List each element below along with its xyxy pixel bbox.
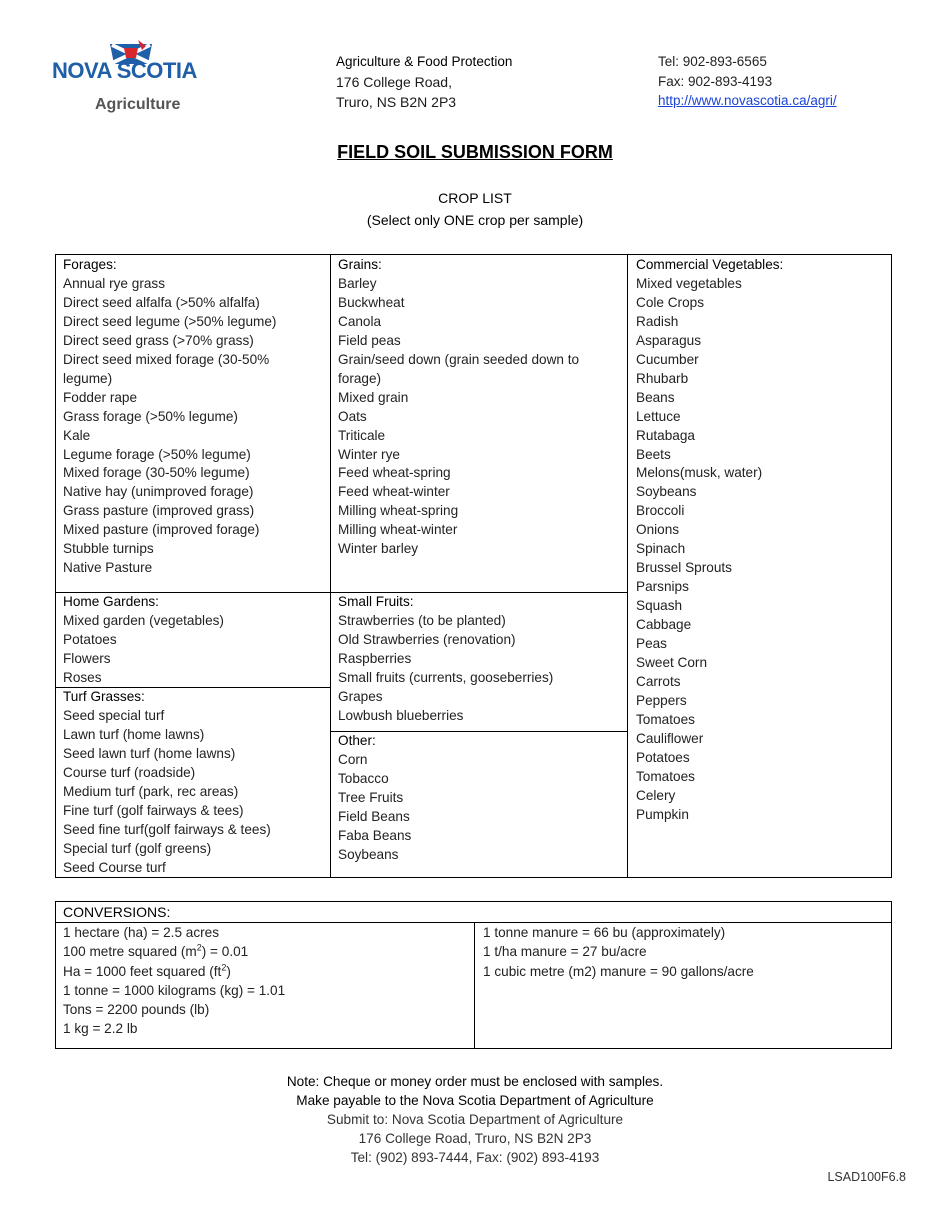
crop-item: Cauliflower <box>636 730 704 746</box>
crop-item: Onions <box>636 522 680 538</box>
crop-item: Field Beans <box>338 808 410 824</box>
grains-section <box>338 256 579 559</box>
crop-item: Tree Fruits <box>338 789 404 805</box>
crop-item: Mixed forage (30-50% legume) <box>63 465 250 481</box>
conversion-metre-squared-value: ) = 0.01 <box>201 944 249 960</box>
website-link[interactable]: http://www.novascotia.ca/agri/ <box>658 93 837 108</box>
crop-item: Seed Course turf <box>63 859 166 875</box>
form-title: FIELD SOIL SUBMISSION FORM <box>337 142 613 162</box>
crop-item: Pumpkin <box>636 806 689 822</box>
department-name: Agriculture & Food Protection <box>336 54 513 69</box>
crop-item: Course turf (roadside) <box>63 764 196 780</box>
crop-item: Grass pasture (improved grass) <box>63 503 255 519</box>
crop-item: Melons(musk, water) <box>636 465 763 481</box>
crop-item: Kale <box>63 427 91 443</box>
crop-item: Native Pasture <box>63 560 153 576</box>
conversions-divider <box>474 922 475 1049</box>
crop-item: Potatoes <box>63 631 117 647</box>
turf-grasses-list <box>63 707 271 878</box>
crop-item: Beans <box>636 389 675 405</box>
crop-item: Roses <box>63 669 102 685</box>
crop-item: Direct seed grass (>70% grass) <box>63 332 254 348</box>
submission-notes <box>0 1072 950 1167</box>
conversion-manure-t-ha: 1 t/ha manure = 27 bu/acre <box>483 944 647 960</box>
crop-item: Peppers <box>636 692 687 708</box>
crop-item: Beets <box>636 446 671 462</box>
crop-item: Asparagus <box>636 332 701 348</box>
crop-item: Tomatoes <box>636 768 695 784</box>
crop-item: Cucumber <box>636 351 699 367</box>
crop-item: Mixed vegetables <box>636 275 742 291</box>
crop-item: Tobacco <box>338 770 389 786</box>
crop-item: Triticale <box>338 427 386 443</box>
other-section <box>338 732 411 865</box>
grains-list <box>338 275 579 559</box>
crop-item: Feed wheat-winter <box>338 484 450 500</box>
crop-item: Special turf (golf greens) <box>63 840 212 856</box>
department-address <box>336 52 512 112</box>
other-list <box>338 751 411 865</box>
crop-item: Native hay (unimproved forage) <box>63 484 254 500</box>
turf-grasses-section <box>63 688 271 878</box>
submit-to: Submit to: Nova Scotia Department of Agriculture <box>326 1112 624 1127</box>
crop-item: Lawn turf (home lawns) <box>63 726 205 742</box>
crop-item: Corn <box>338 751 368 767</box>
crop-item: Fine turf (golf fairways & tees) <box>63 802 244 818</box>
conversion-hectare: 1 hectare (ha) = 2.5 acres <box>63 925 220 940</box>
grains-heading: Grains: <box>338 257 382 272</box>
crop-item: Mixed grain <box>338 389 409 405</box>
home-gardens-heading: Home Gardens: <box>63 594 159 609</box>
crop-item: Raspberries <box>338 650 412 666</box>
crop-item: Radish <box>636 313 679 329</box>
crop-item: legume) <box>63 370 113 386</box>
other-heading: Other: <box>338 733 376 748</box>
crop-item: Carrots <box>636 673 681 689</box>
crop-item: Soybeans <box>636 484 697 500</box>
forages-section <box>63 256 276 578</box>
crop-item: Mixed pasture (improved forage) <box>63 522 260 538</box>
crop-item: Lowbush blueberries <box>338 707 464 723</box>
crop-item: Lettuce <box>636 408 681 424</box>
address-line-2: Truro, NS B2N 2P3 <box>336 94 457 110</box>
contact-fax: Fax: 902-893-4193 <box>658 73 773 89</box>
crop-item: Milling wheat-spring <box>338 503 459 519</box>
crop-item: Oats <box>338 408 367 424</box>
crop-item: Barley <box>338 275 377 291</box>
crop-item: Legume forage (>50% legume) <box>63 446 251 462</box>
crop-item: Fodder rape <box>63 389 138 405</box>
crop-item: Annual rye grass <box>63 275 166 291</box>
crop-item: Strawberries (to be planted) <box>338 612 506 628</box>
crop-item: Winter rye <box>338 446 400 462</box>
conversion-feet-squared-text: Ha = 1000 feet squared (ft <box>63 963 222 979</box>
conversion-tons: Tons = 2200 pounds (lb) <box>63 1002 210 1018</box>
crop-item: Old Strawberries (renovation) <box>338 631 516 647</box>
crop-list-header <box>0 187 950 231</box>
crop-item: Milling wheat-winter <box>338 522 458 538</box>
conversion-metre-squared-text: 100 metre squared (m <box>63 944 197 960</box>
crop-item: Soybeans <box>338 846 399 862</box>
crop-item: Cabbage <box>636 617 692 633</box>
conversion-feet-squared-sup: 2 <box>221 962 227 973</box>
crop-item: Rutabaga <box>636 427 695 443</box>
conversion-feet-squared <box>63 962 285 981</box>
logo-wordmark: NOVA SCOTIA <box>52 58 197 83</box>
crop-item: Direct seed mixed forage (30-50% <box>63 351 270 367</box>
crop-item: Winter barley <box>338 541 419 557</box>
crop-item: forage) <box>338 370 382 386</box>
vegetables-heading: Commercial Vegetables: <box>636 257 784 272</box>
crop-item: Canola <box>338 313 382 329</box>
crop-item: Broccoli <box>636 503 685 519</box>
crop-item: Direct seed alfalfa (>50% alfalfa) <box>63 294 260 310</box>
crop-item: Seed special turf <box>63 707 165 723</box>
crop-item: Spinach <box>636 541 686 557</box>
home-gardens-list <box>63 612 224 688</box>
turf-grasses-heading: Turf Grasses: <box>63 689 145 704</box>
form-code: LSAD100F6.8 <box>827 1170 906 1184</box>
crop-list-instruction: (Select only ONE crop per sample) <box>366 212 584 228</box>
conversion-metre-squared-sup: 2 <box>196 942 202 953</box>
vegetables-section <box>636 256 783 825</box>
crop-table-divider-1 <box>330 254 331 878</box>
crop-item: Seed lawn turf (home lawns) <box>63 745 236 761</box>
crop-item: Field peas <box>338 332 401 348</box>
conversion-manure-cubic: 1 cubic metre (m2) manure = 90 gallons/acre <box>483 963 754 979</box>
forages-heading: Forages: <box>63 257 117 272</box>
contact-info <box>658 52 837 111</box>
conversions-title: CONVERSIONS: <box>63 904 171 920</box>
payment-note: Note: Cheque or money order must be enclosed with samples. <box>286 1074 664 1089</box>
crop-item: Tomatoes <box>636 711 695 727</box>
crop-item: Sweet Corn <box>636 655 708 671</box>
crop-item: Rhubarb <box>636 370 689 386</box>
crop-item: Parsnips <box>636 579 689 595</box>
crop-item: Direct seed legume (>50% legume) <box>63 313 277 329</box>
contact-tel: Tel: 902-893-6565 <box>658 54 767 69</box>
crop-item: Grass forage (>50% legume) <box>63 408 238 424</box>
nova-scotia-agriculture-logo <box>52 38 224 120</box>
small-fruits-heading: Small Fruits: <box>338 594 414 609</box>
crop-item: Mixed garden (vegetables) <box>63 612 224 628</box>
address-line-1: 176 College Road, <box>336 74 452 90</box>
crop-item: Cole Crops <box>636 294 704 310</box>
crop-list-title: CROP LIST <box>438 190 512 206</box>
home-gardens-section <box>63 593 224 688</box>
crop-item: Squash <box>636 598 683 614</box>
conversion-metre-squared <box>63 942 285 961</box>
crop-table-divider-2 <box>627 254 628 878</box>
conversions-left <box>63 923 285 1039</box>
conversion-feet-squared-close: ) <box>226 963 231 979</box>
conversions-right <box>483 923 754 981</box>
crop-item: Buckwheat <box>338 294 405 310</box>
crop-item: Potatoes <box>636 749 690 765</box>
crop-item: Medium turf (park, rec areas) <box>63 783 239 799</box>
crop-item: Stubble turnips <box>63 541 154 557</box>
payable-note: Make payable to the Nova Scotia Department of Agriculture <box>296 1093 654 1108</box>
submit-phone: Tel: (902) 893-7444, Fax: (902) 893-4193 <box>350 1150 600 1165</box>
crop-item: Small fruits (currents, gooseberries) <box>338 669 554 685</box>
conversion-tonne: 1 tonne = 1000 kilograms (kg) = 1.01 <box>63 982 286 998</box>
crop-item: Brussel Sprouts <box>636 560 732 576</box>
small-fruits-list <box>338 612 553 726</box>
crop-item: Feed wheat-spring <box>338 465 451 481</box>
crop-item: Seed fine turf(golf fairways & tees) <box>63 821 271 837</box>
conversion-manure-bu: 1 tonne manure = 66 bu (approximately) <box>483 925 726 940</box>
forages-list <box>63 275 276 578</box>
crop-item: Peas <box>636 636 667 652</box>
submit-address: 176 College Road, Truro, NS B2N 2P3 <box>358 1131 592 1146</box>
crop-item: Grapes <box>338 688 383 704</box>
crop-item: Celery <box>636 787 676 803</box>
small-fruits-section <box>338 593 553 726</box>
crop-item: Flowers <box>63 650 111 666</box>
conversion-kg: 1 kg = 2.2 lb <box>63 1021 138 1037</box>
logo-subtitle: Agriculture <box>95 96 181 113</box>
vegetables-list <box>636 275 783 825</box>
crop-item: Faba Beans <box>338 827 412 843</box>
crop-item: Grain/seed down (grain seeded down to <box>338 351 580 367</box>
